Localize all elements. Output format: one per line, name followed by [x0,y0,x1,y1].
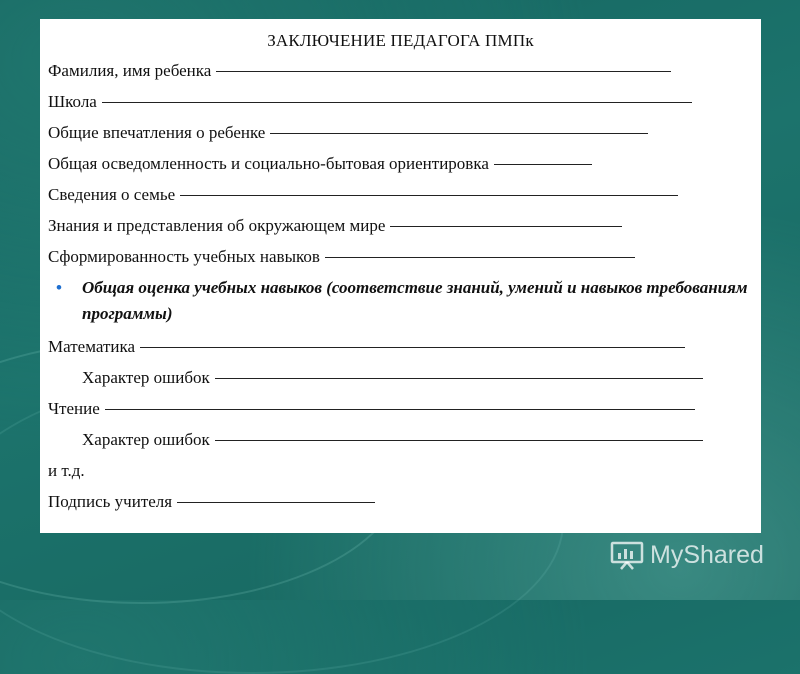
field-child-name [48,55,753,86]
assessment-bullet [48,275,753,327]
watermark-text: MyShared [650,540,764,569]
field-general-impressions [48,117,753,148]
blank-line [390,226,622,227]
blank-line [270,133,648,134]
blank-line [102,102,692,103]
blank-line [177,502,375,503]
field-learning-skills [48,241,753,272]
field-label: и т.д. [48,461,85,480]
field-label: Школа [48,92,97,111]
field-school [48,86,753,117]
field-math-errors [48,362,753,393]
bullet-text: Общая оценка учебных навыков (соответствие знаний, умений и навыков требованиям программы) [82,278,748,323]
field-label: Знания и представления об окружающем мире [48,216,386,235]
field-label: Сформированность учебных навыков [48,247,320,266]
field-world-knowledge [48,210,753,241]
field-label: Подпись учителя [48,492,173,511]
blank-line [215,378,703,379]
form-title: ЗАКЛЮЧЕНИЕ ПЕДАГОГА ПМПк [267,31,534,50]
watermark-logo [610,540,764,570]
blank-line [215,440,703,441]
blank-line [494,164,592,165]
field-general-awareness [48,148,753,179]
field-label: Чтение [48,399,100,418]
bullet-icon: • [56,278,62,297]
field-math [48,331,753,362]
blank-line [216,71,671,72]
etc-row [48,455,753,486]
blank-line [140,347,685,348]
field-family-info [48,179,753,210]
field-label: Общая осведомленность и социально-бытовая ориентировка [48,154,489,173]
blank-line [180,195,678,196]
field-label: Общие впечатления о ребенке [48,123,266,142]
blank-line [325,257,635,258]
field-label: Математика [48,337,136,356]
field-label: Сведения о семье [48,185,176,204]
field-reading [48,393,753,424]
field-label: Характер ошибок [82,368,210,387]
field-label: Характер ошибок [82,430,210,449]
form-card [40,19,761,533]
field-teacher-signature [48,486,753,517]
presentation-board-icon [610,540,644,570]
field-label: Фамилия, имя ребенка [48,61,212,80]
blank-line [105,409,695,410]
field-reading-errors [48,424,753,455]
